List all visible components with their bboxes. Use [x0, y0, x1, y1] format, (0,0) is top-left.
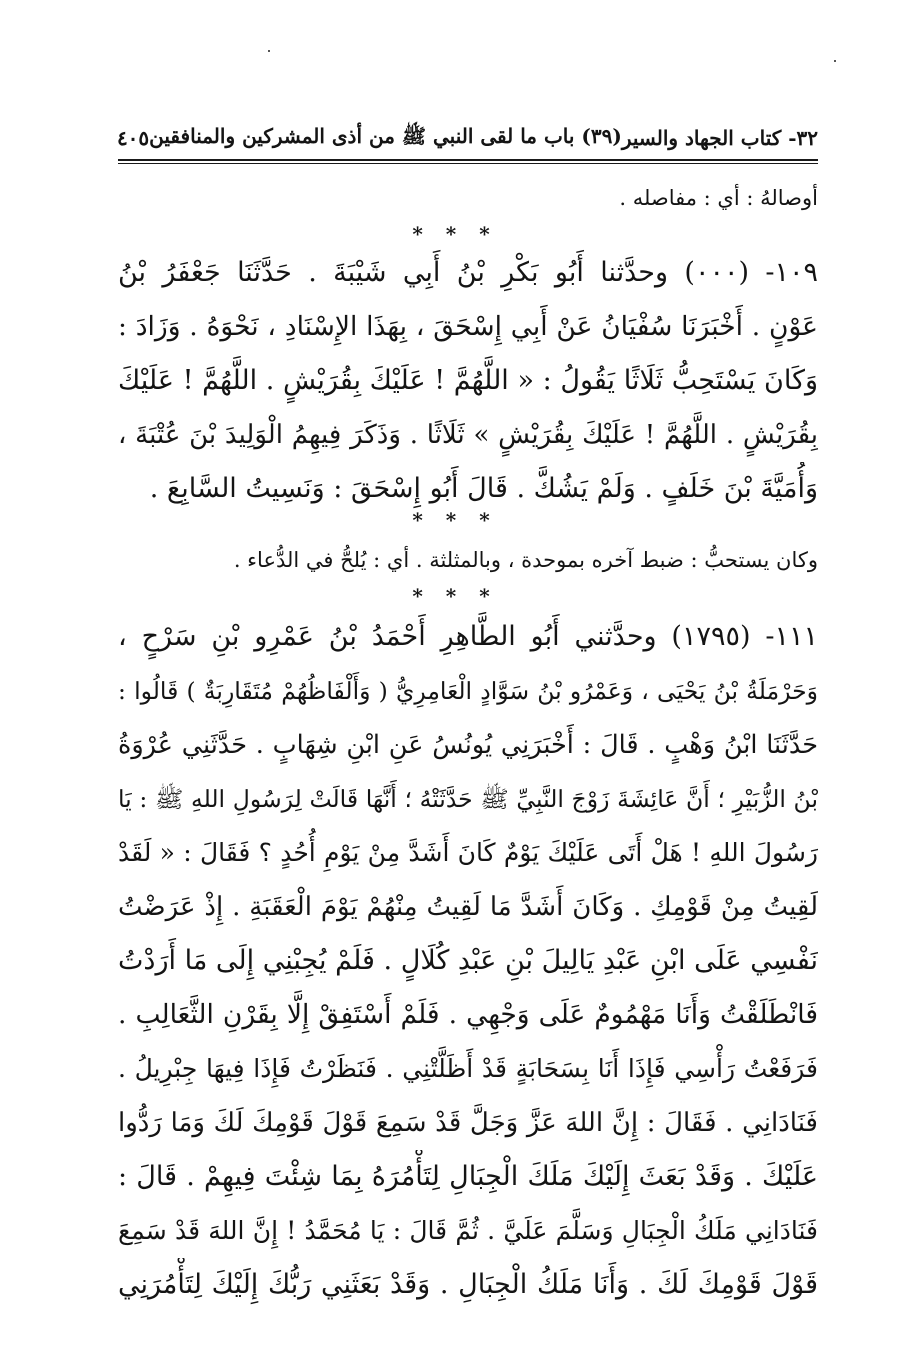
gloss-line: أوصالهُ : أي : مفاصله . — [619, 186, 818, 210]
hadith-111-line: قَوْلَ قَوْمِكَ لَكَ . وَأَنَا مَلَكُ الْجِبَالِ . وَقَدْ بَعَثَنِي رَبُّكَ إِلَيْكَ لِتَأْمُرَنِي — [118, 1269, 818, 1300]
gloss-line: وكان يستحبُّ : ضبط آخره بموحدة ، وبالمثلثة . أي : يُلحُّ في الدُّعاء . — [233, 548, 818, 572]
running-header — [118, 118, 818, 158]
header-rule-thin — [118, 163, 818, 164]
separator: * * * — [412, 584, 498, 608]
hadith-111-line: نَفْسِي عَلَى ابْنِ عَبْدِ يَالِيلَ بْنِ عَبْدِ كُلَالٍ . فَلَمْ يُجِبْنِي إِلَى مَا أَرَدْتُ — [118, 945, 818, 976]
separator: * * * — [412, 222, 498, 246]
gloss-middle — [118, 540, 818, 580]
hadith-111 — [118, 610, 818, 1312]
chapter-title: ٣٢- كتاب الجهاد والسير — [621, 126, 818, 150]
hadith-109-line: وَأُمَيَّةَ بْنَ خَلَفٍ . وَلَمْ يَشُكَّ . قَالَ أَبُو إِسْحَقَ : وَنَسِيتُ السَّابِعَ . — [149, 473, 818, 504]
gloss-top — [118, 178, 818, 218]
hadith-109-line: وَكَانَ يَسْتَحِبُّ ثَلَاثًا يَقُولُ : « اللَّهُمَّ ! عَلَيْكَ بِقُرَيْشٍ . اللَّهُمَّ ! عَلَيْكَ — [118, 365, 818, 396]
page-number: ٤٠٥ — [116, 126, 150, 150]
hadith-111-line: لَقِيتُ مِنْ قَوْمِكِ . وَكَانَ أَشَدَّ مَا لَقِيتُ مِنْهُمْ يَوْمَ الْعَقَبَةِ . إِذْ عَرَضْتُ — [118, 892, 818, 922]
hadith-111-line: حَدَّثَنَا ابْنُ وَهْبٍ . قَالَ : أَخْبَرَنِي يُونُسُ عَنِ ابْنِ شِهَابٍ . حَدَّثَنِي عُرْوَةُ — [118, 730, 818, 760]
hadith-109-line: بِقُرَيْشٍ . اللَّهُمَّ ! عَلَيْكَ بِقُرَيْشٍ » ثَلَاثًا . وَذَكَرَ فِيهِمُ الْوَلِيدَ بْنَ عُتْبَةَ ، — [118, 420, 818, 450]
hadith-111-line: فَانْطَلَقْتُ وَأَنَا مَهْمُومٌ عَلَى وَجْهِي . فَلَمْ أَسْتَفِقْ إِلَّا بِقَرْنِ الثَّعَالِبِ . — [118, 999, 818, 1030]
scan-speck — [268, 50, 270, 52]
hadith-109 — [118, 246, 818, 516]
hadith-111-line: فَرَفَعْتُ رَأْسِي فَإِذَا أَنَا بِسَحَابَةٍ قَدْ أَظَلَّتْنِي . فَنَظَرْتُ فَإِذَا فِيهَا جِبْرِيلُ . — [118, 1054, 818, 1083]
header-rule — [118, 159, 818, 161]
hadith-111-line: وَحَرْمَلَةُ بْنُ يَحْيَى ، وَعَمْرُو بْنُ سَوَّادٍ الْعَامِرِيُّ ( وَأَلْفَاظُهُمْ مُتَقَارِبَةٌ ) قَالُوا : — [118, 677, 818, 705]
hadith-109-line: ١٠٩- (٠٠٠) وحدَّثنا أَبُو بَكْرِ بْنُ أَبِي شَيْبَةَ . حَدَّثَنَا جَعْفَرُ بْنُ — [118, 257, 818, 288]
section-title: (٣٩) باب ما لقى النبي ﷺ من أذى المشركين والمنافقين — [149, 123, 622, 148]
hadith-109-line: عَوْنٍ . أَخْبَرَنَا سُفْيَانُ عَنْ أَبِي إِسْحَقَ ، بِهَذَا الإِسْنَادِ ، نَحْوَهُ . وَزَادَ : — [118, 311, 818, 342]
hadith-111-line: فَنَادَانِي مَلَكُ الْجِبَالِ وَسَلَّمَ عَلَيَّ . ثُمَّ قَالَ : يَا مُحَمَّدُ ! إِنَّ اللهَ قَدْ سَمِعَ — [118, 1216, 818, 1245]
hadith-111-line: عَلَيْكَ . وَقَدْ بَعَثَ إِلَيْكَ مَلَكَ الْجِبَالِ لِتَأْمُرَهُ بِمَا شِئْتَ فِيهِمْ . قَالَ : — [118, 1161, 818, 1192]
hadith-111-line: رَسُولَ اللهِ ! هَلْ أَتَى عَلَيْكَ يَوْمٌ كَانَ أَشَدَّ مِنْ يَوْمِ أُحُدٍ ؟ فَقَالَ : « لَقَدْ — [118, 838, 818, 867]
separator: * * * — [412, 508, 498, 532]
hadith-111-line: فَنَادَانِي . فَقَالَ : إِنَّ اللهَ عَزَّ وَجَلَّ قَدْ سَمِعَ قَوْلَ قَوْمِكَ لَكَ وَمَا رَدُّوا — [118, 1108, 818, 1138]
hadith-111-line: بْنُ الزُّبَيْرِ ؛ أَنَّ عَائِشَةَ زَوْجَ النَّبِيِّ ﷺ حَدَّثَتْهُ ؛ أَنَّهَا قَالَتْ لِرَسُولِ اللهِ ﷺ : يَا — [118, 785, 818, 813]
hadith-111-line: ١١١- (١٧٩٥) وحدَّثني أَبُو الطَّاهِرِ أَحْمَدُ بْنُ عَمْرِو بْنِ سَرْحٍ ، — [118, 621, 818, 652]
scan-speck — [834, 60, 836, 62]
